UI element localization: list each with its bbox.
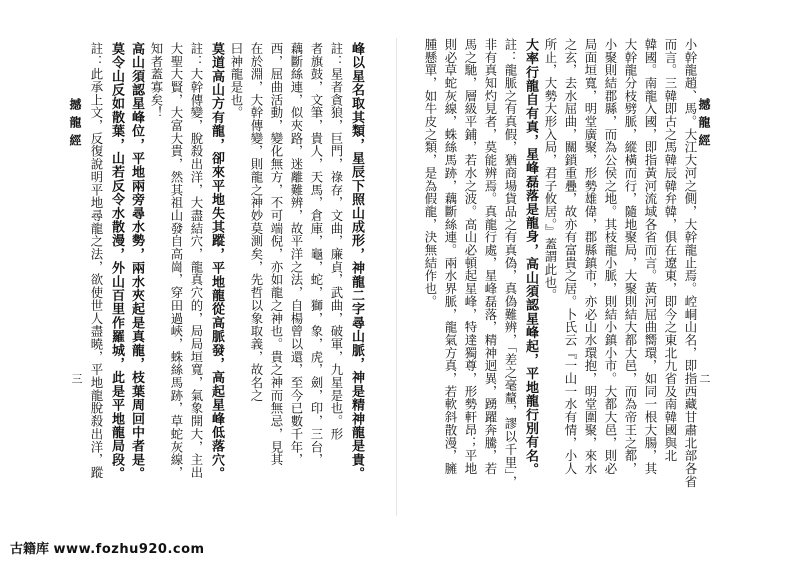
left-note-3: 藕斷絲連，似夾路，迷離難辨，故平洋之法，自楊曾以還，至今已數千年， [289,42,304,467]
right-body-text-3: 韓國。南龍入國，即指黃河流域各省而言。黃河屈曲嚮環，如同一根大腸，其 [643,38,658,475]
right-body-text-1: 小幹龍趙、馬。大江大河之側，大幹龍止焉。崆峒山名，即指西藏甘肅北部各省 [683,38,698,488]
right-note-2: 非有真知灼見者，莫能辨焉。真龍行處，星峰磊落，精神迥異，踴躍奔騰，若 [483,38,498,475]
right-verse-heading: 大率行龍自有真，星峰磊落是龍身，高山須認星峰起，平地龍行別有名。 [523,38,538,477]
left-verse-heading-4: 莫令山反如散葉，山若反令水散漫，外山百里作羅城，此是平地龍局段。 [109,42,124,481]
left-note-2: 者旗鼓，文筆，貴人，天馬，倉庫，龜，蛇，獅，象，虎，劍，印，三台， [309,42,324,467]
left-note-8: 大聖大賢，大富大貴，然其祖山發自高崗，穿田過峽，蛛絲馬跡，草蛇灰線， [169,42,184,479]
site-url-link[interactable]: www.fozhu920.com [53,542,205,557]
right-note-1: 註：龍脈之有真假，猶商場貨品之有真偽，真偽難辨，「差之毫釐，謬以千里」， [503,38,518,489]
right-body-text-6: 局面垣寬，明堂廣聚，形勢雄偉，郡縣鎮市，亦必山水環抱，明堂圍聚，來水 [583,38,598,475]
left-note-7: 註：大幹傳變，脫殺出洋，大盡結穴，龍真穴的，局局垣寬，氣象開大，主出 [189,42,204,479]
left-verse-heading-2: 莫道高山方有龍，卻來平地失其蹤，平地龍從高脈發，高起星峰低落穴。 [209,42,224,481]
left-margin-title: 撼龍經 [68,98,82,152]
left-note-10: 註：此承上文，反復說明平地尋龍之法，欲使世人盡曉，平地龍脫殺出洋，蹤 [89,42,104,479]
left-note-6: 曰神龍是也。 [229,42,244,120]
left-note-4: 西，屈曲活動，變化無方，不可端倪，亦如龍之神也。貴之神而無忌，見其 [269,42,284,467]
left-page-number: 三 [70,373,83,384]
right-note-3: 馬之馳，層級平鋪，若水之波。高山必頓起星峰，特達獨尊，形勢軒昂；平地 [463,38,478,475]
left-verse-heading-1: 峰以星名取其類，星辰下照山成形，神龍二字尋山脈，神是精神龍是貴。 [349,42,364,481]
right-note-5: 腫懸單，如牛皮之類，是為假龍，決無結作也。 [423,38,438,308]
right-margin-title: 撼龍經 [697,98,711,152]
right-body-text-4: 大幹龍分枝劈脈，縱橫而行，隨地聚局，大聚則結大都大邑，而為帝王之都， [623,38,638,475]
right-body-text-7: 之玄，去水屈曲，關鎖重疊，故亦有富貴之居。卜氏云『一山一水有情，小人 [563,38,578,475]
left-note-9: 知者蓋寡矣！ [149,42,164,120]
site-name: 古籍库 [10,542,50,557]
left-note-1: 註：星者貪狼，巨門，祿存，文曲，廉貞，武曲，破軍，九星是也。形 [329,42,344,441]
site-footer [10,538,430,558]
page-gutter [396,38,397,516]
right-body-text-8: 所止，大勢大形入局，君子攸居。』蓋謂此也。 [543,38,558,302]
left-verse-heading-3: 高山須認星峰位，平地兩旁尋水勢，兩水夾起是真龍，枝葉周回中者是。 [129,42,144,481]
right-body-text-2: 而言。三韓即古之馬韓辰韓弁韓，俱在遼東，即今之東北九省及南韓國與北 [663,38,678,463]
right-page-number: 二 [698,373,711,384]
left-note-5: 在於淵，大幹傳變，則龍之神妙莫測矣，先哲以象取義，故名之 [249,42,264,402]
right-body-text-5: 小聚則結郡縣，而為公侯之地。其枝龍小脈，則結小鎮小市。大都大邑，則必 [603,38,618,475]
right-note-4: 則必草蛇灰線，蛛絲馬跡，藕斷絲連。兩水界脈，龍氣方真，若軟斜散漫，臃 [443,38,458,475]
